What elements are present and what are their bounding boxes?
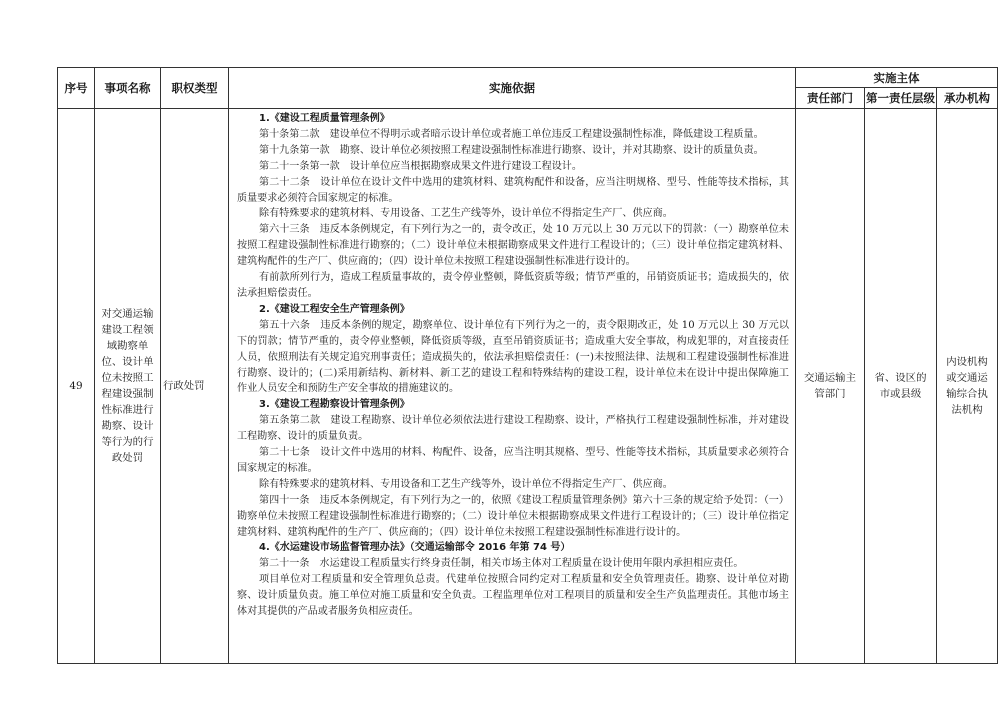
header-handling-agency: 承办机构 [937,88,998,109]
regulation-heading: 2.《建设工程安全生产管理条例》 [259,303,410,315]
header-item-name: 事项名称 [95,68,161,109]
article-paragraph: 第十条第二款 建设单位不得明示或者暗示设计单位或者施工单位违反工程建设强制性标准，降低建设工程质量。 [259,128,764,140]
article-paragraph: 第十九条第一款 勘察、设计单位必须按照工程建设强制性标准进行勘察、设计，并对其勘察、设计的质量负责。 [259,144,764,156]
header-power-type: 职权类型 [161,68,229,109]
row-item-name: 对交通运输建设工程领域勘察单位、设计单位未按照工程建设强制性标准进行勘察、设计等行为的行政处罚 [95,109,161,664]
regulation-heading: 1.《建设工程质量管理条例》 [259,113,390,124]
header-seq: 序号 [58,68,95,109]
row-responsible-dept: 交通运输主管部门 [796,109,865,664]
row-power-type: 行政处罚 [161,109,229,664]
article-paragraph: 第四十一条 违反本条例规定，有下列行为之一的，依照《建设工程质量管理条例》第六十三条的规定给予处罚：（一）勘察单位未按照工程建设强制性标准进行勘察的；（二）设计单位未根据勘察成果文件进行工程设计的；（三）设计单位指定建筑材料、建筑构配件的生产厂、供应商的；（四）设计单位未按照工程建设强制性标准进行设计的。 [237,494,789,538]
article-paragraph: 第五条第二款 建设工程勘察、设计单位必须依法进行建设工程勘察、设计，严格执行工程建设强制性标准，并对建设工程勘察、设计的质量负责。 [237,415,789,443]
article-paragraph: 第二十二条 设计单位在设计文件中选用的建筑材料、建筑构配件和设备，应当注明规格、型号、性能等技术指标，其质量要求必须符合国家规定的标准。 [237,176,789,204]
row-handling-agency: 内设机构或交通运输综合执法机构 [937,109,998,664]
article-paragraph: 第六十三条 违反本条例规定，有下列行为之一的，责令改正，处 10 万元以上 30 万元以下的罚款：（一）勘察单位未按照工程建设强制性标准进行勘察的；（二）设计单位未根据勘察成果文件进行工程设计的；（三）设计单位指定建筑材料、建筑构配件的生产厂、供应商的；（四）设计单位未按照工程建设强制性标准进行设计的。 [237,224,789,268]
article-paragraph: 项目单位对工程质量和安全管理负总责。代建单位按照合同约定对工程质量和安全负管理责任。勘察、设计单位对勘察、设计质量负责。施工单位对施工质量和安全负责。工程监理单位对工程项目的质量和安全生产负监理责任。其他市场主体对其提供的产品或者服务负相应责任。 [237,574,789,618]
row-first-level: 省、设区的市或县级 [865,109,937,664]
row-legal-basis [229,109,796,664]
regulation-heading: 3.《建设工程勘察设计管理条例》 [259,399,410,411]
power-list-table [57,67,998,664]
article-paragraph: 有前款所列行为，造成工程质量事故的，责令停业整顿，降低资质等级；情节严重的，吊销资质证书；造成损失的，依法承担赔偿责任。 [237,272,789,299]
table-row [58,109,998,664]
article-paragraph: 除有特殊要求的建筑材料、专用设备和工艺生产线等外，设计单位不得指定生产厂、供应商。 [259,478,673,490]
article-paragraph: 第二十一条第一款 设计单位应当根据勘察成果文件进行建设工程设计。 [259,160,582,172]
regulation-heading: 4.《水运建设市场监督管理办法》（交通运输部令 2016 年第 74 号） [259,542,571,554]
header-basis: 实施依据 [229,68,796,109]
article-paragraph: 第二十七条 设计文件中选用的材料、构配件、设备，应当注明其规格、型号、性能等技术指标，其质量要求必须符合国家规定的标准。 [237,447,789,474]
article-paragraph: 第二十一条 水运建设工程质量实行终身责任制，相关市场主体对工程质量在设计使用年限内承担相应责任。 [259,558,744,570]
article-paragraph: 除有特殊要求的建筑材料、专用设备、工艺生产线等外，设计单位不得指定生产厂、供应商。 [259,208,673,220]
header-responsible-dept: 责任部门 [796,88,865,109]
article-paragraph: 第五十六条 违反本条例的规定，勘察单位、设计单位有下列行为之一的，责令限期改正，处 10 万元以上 30 万元以下的罚款；情节严重的，责令停业整顿，降低资质等级，直至吊销资质证书；造成重大安全事故，构成犯罪的，对直接责任人员，依照刑法有关规定追究刑事责任；造成损失的，依法承担赔偿责任：(一)未按照法律、法规和工程建设强制性标准进行勘察、设计的；(二)采用新结构、新材料、新工艺的建设工程和特殊结构的建设工程，设计单位未在设计中提出保障施工作业人员安全和预防生产安全事故的措施建议的。 [237,319,789,395]
header-first-level: 第一责任层级 [865,88,937,109]
header-implementing-subject: 实施主体 [796,68,998,88]
row-seq: 49 [58,109,95,664]
